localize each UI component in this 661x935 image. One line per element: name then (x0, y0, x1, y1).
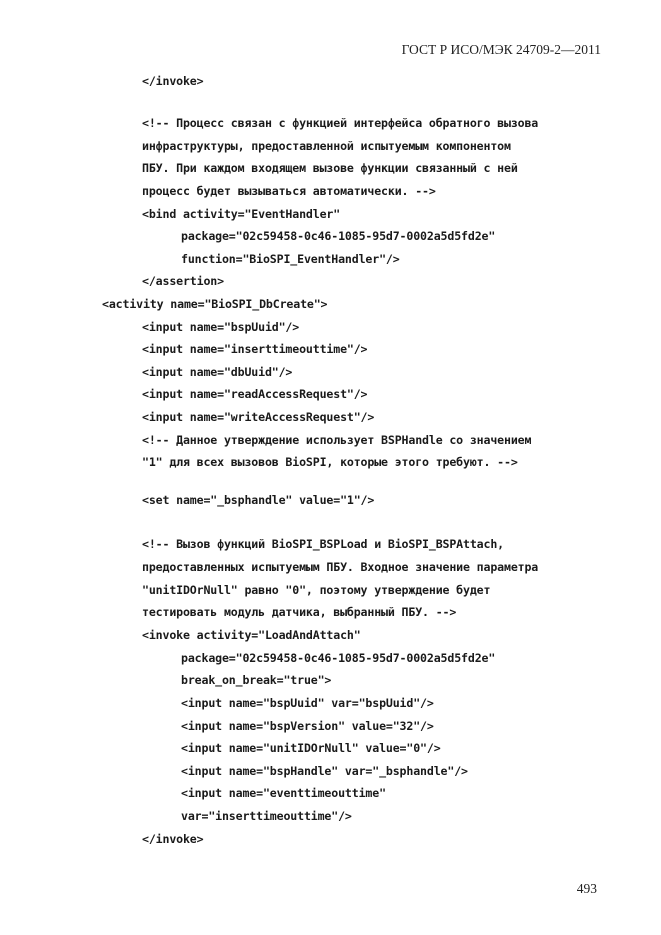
code-line: <bind activity="EventHandler" (142, 207, 341, 221)
code-line: процесс будет вызываться автоматически. --> (142, 184, 436, 198)
code-line: "unitIDOrNull" равно "0", поэтому утверждение будет (142, 583, 491, 597)
code-line: var="inserttimeouttime"/> (181, 809, 352, 823)
code-line: </invoke> (142, 832, 204, 846)
code-line: <input name="bspHandle" var="_bsphandle"/> (181, 764, 468, 778)
code-line: function="BioSPI_EventHandler"/> (181, 252, 400, 266)
code-line: package="02c59458-0c46-1085-95d7-0002a5d5fd2e" (181, 651, 496, 665)
code-line: break_on_break="true"> (181, 673, 332, 687)
code-line: <invoke activity="LoadAndAttach" (142, 628, 361, 642)
code-line: <!-- Вызов функций BioSPI_BSPLoad и BioSPI_BSPAttach, (142, 537, 504, 551)
code-line: <!-- Данное утверждение использует BSPHandle со значением (142, 433, 532, 447)
code-line: <input name="bspVersion" value="32"/> (181, 719, 434, 733)
code-line: <!-- Процесс связан с функцией интерфейса обратного вызова (142, 116, 539, 130)
code-line: <activity name="BioSPI_DbCreate"> (102, 297, 328, 311)
code-line: </invoke> (142, 74, 204, 88)
code-line: <input name="eventtimeouttime" (181, 786, 386, 800)
code-line: </assertion> (142, 274, 224, 288)
code-line: <input name="bspUuid"/> (142, 320, 300, 334)
code-line: "1" для всех вызовов BioSPI, которые этого требуют. --> (142, 455, 518, 469)
code-line: <input name="dbUuid"/> (142, 365, 293, 379)
document-header: ГОСТ Р ИСО/МЭК 24709-2—2011 (401, 42, 601, 57)
code-line: <set name="_bsphandle" value="1"/> (142, 493, 375, 507)
code-line: тестировать модуль датчика, выбранный ПБУ. --> (142, 605, 457, 619)
code-line: <input name="bspUuid" var="bspUuid"/> (181, 696, 434, 710)
code-line: <input name="writeAccessRequest"/> (142, 410, 375, 424)
code-line: <input name="inserttimeouttime"/> (142, 342, 368, 356)
code-line: <input name="unitIDOrNull" value="0"/> (181, 741, 441, 755)
code-line: package="02c59458-0c46-1085-95d7-0002a5d5fd2e" (181, 229, 496, 243)
code-line: инфраструктуры, предоставленной испытуемым компонентом (142, 139, 511, 153)
code-line: ПБУ. При каждом входящем вызове функции связанный с ней (142, 161, 518, 175)
page-number: 493 (576, 881, 597, 896)
code-line: предоставленных испытуемым ПБУ. Входное значение параметра (142, 560, 539, 574)
code-line: <input name="readAccessRequest"/> (142, 387, 368, 401)
